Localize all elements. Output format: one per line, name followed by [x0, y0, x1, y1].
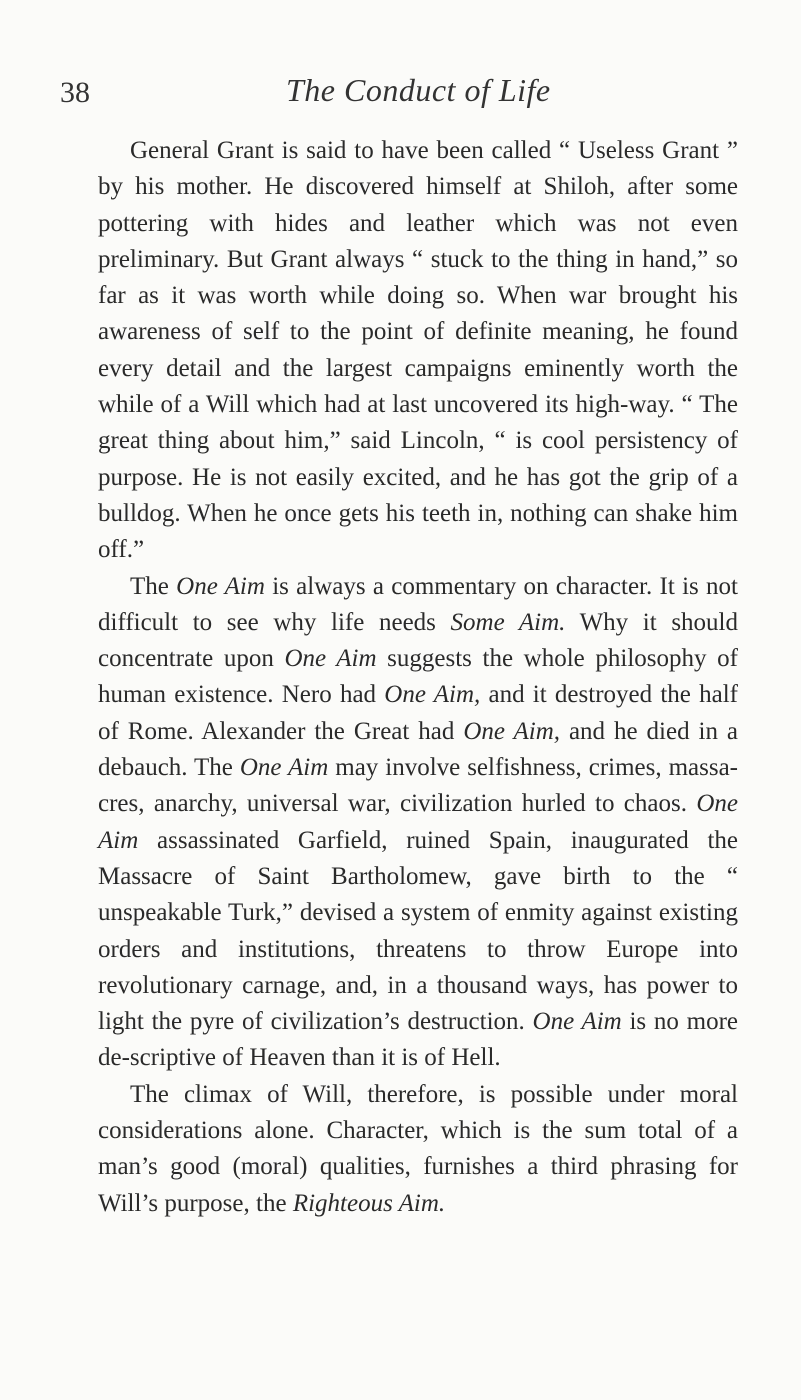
italic-text: One Aim: [532, 1008, 622, 1036]
page-number: 38: [60, 76, 90, 109]
text-run: assassinated Garfield, ruined Spain, inaugurated the Massacre of Saint Bartholomew, gave birth to the “ unspeakable Turk,” devised a system of enmity against existing orders and institutions, threatens to throw Europe into revolutionary carnage, and, in a thousand ways, has power to light the pyre of civilization’s destruction.: [98, 826, 738, 1036]
italic-text: One Aim,: [384, 681, 481, 709]
paragraph: [98, 133, 738, 569]
text-run: Why it should concentrate upon: [98, 608, 738, 673]
running-title: The Conduct of Life: [286, 72, 551, 108]
italic-text: One Aim: [98, 790, 738, 854]
italic-text: One Aim,: [463, 717, 561, 745]
italic-text: Righteous Aim.: [292, 1189, 446, 1217]
italic-text: One Aim: [176, 572, 265, 600]
text-run: The climax of Will, therefore, is possible under moral considerations alone. Character, which is the sum total of a man’s good (moral) qualities, furnishes a third phrasing for Will’s purpose, the: [98, 1080, 738, 1217]
text-run: is always a commentary on character. It is not difficult to see why life needs: [98, 572, 738, 636]
text-run: The: [130, 572, 177, 600]
text-run: may involve selfishness, crimes, massa-cres, anarchy, universal war, civilization hurled to chaos.: [98, 754, 738, 818]
italic-text: One Aim: [239, 754, 329, 782]
italic-text: Some Aim.: [450, 608, 566, 636]
paragraph: [98, 569, 738, 1077]
text-run: suggests the whole philosophy of human existence. Nero had: [98, 645, 738, 709]
text-run: is no more de-scriptive of Heaven than it is of Hell.: [98, 1008, 738, 1072]
text-run: and he died in a debauch. The: [98, 717, 738, 782]
page-header: [0, 72, 801, 122]
paragraph: [98, 1077, 738, 1222]
body-text: [98, 133, 738, 1222]
text-run: and it destroyed the half of Rome. Alexander the Great had: [98, 681, 738, 745]
italic-text: One Aim: [284, 645, 377, 673]
text-run: General Grant is said to have been called “ Useless Grant ” by his mother. He discovered himself at Shiloh, after some pottering with hides and leather which was not even preliminary. But Grant always “ stuck to the thing in hand,” so far as it was worth while doing so. When war brought his awareness of self to the point of definite meaning, he found every detail and the largest campaigns eminently worth the while of a Will which had at last uncovered its high-way. “ The great thing about him,” said Lincoln, “ is cool persistency of purpose. He is not easily excited, and he has got the grip of a bulldog. When he once gets his teeth in, nothing can shake him off.”: [98, 137, 738, 564]
